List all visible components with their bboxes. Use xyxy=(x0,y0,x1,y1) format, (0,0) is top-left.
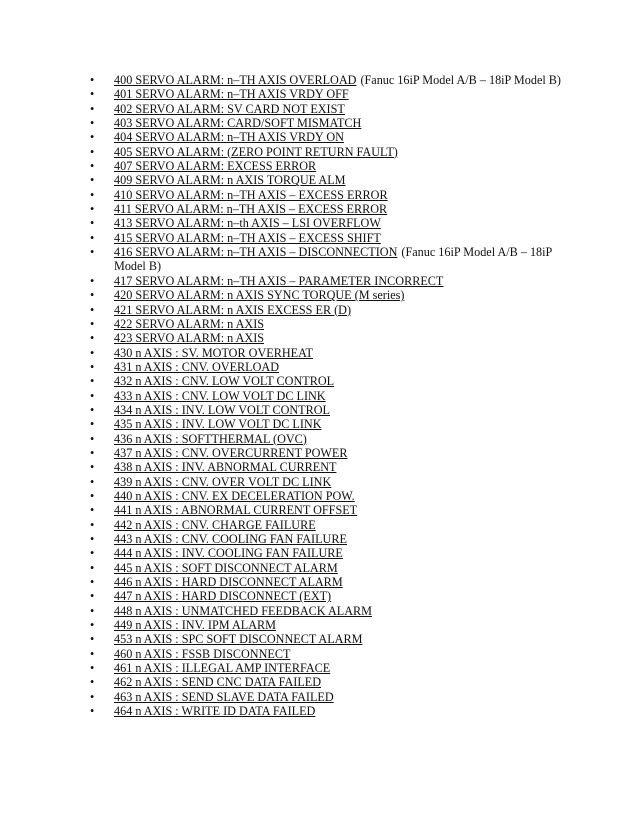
alarm-list-item xyxy=(90,188,580,202)
bullet-icon: • xyxy=(90,632,95,647)
bullet-icon: • xyxy=(90,503,95,518)
alarm-list-item xyxy=(90,245,580,274)
bullet-icon: • xyxy=(90,445,95,460)
alarm-note: (Fanuc 16iP Model A/B – 18iP Model B) xyxy=(114,245,552,274)
alarm-list-item xyxy=(90,589,580,603)
alarm-list-item xyxy=(90,173,580,187)
alarm-list-item xyxy=(90,647,580,661)
alarm-link[interactable]: 403 SERVO ALARM: CARD/SOFT MISMATCH xyxy=(114,116,362,131)
bullet-icon: • xyxy=(90,560,95,575)
bullet-icon: • xyxy=(90,87,95,102)
alarm-list-item xyxy=(90,632,580,646)
alarm-link[interactable]: 420 SERVO ALARM: n AXIS SYNC TORQUE (M series) xyxy=(114,288,405,303)
alarm-link[interactable]: 433 n AXIS : CNV. LOW VOLT DC LINK xyxy=(114,388,326,403)
alarm-link[interactable]: 441 n AXIS : ABNORMAL CURRENT OFFSET xyxy=(114,503,358,518)
alarm-link[interactable]: 432 n AXIS : CNV. LOW VOLT CONTROL xyxy=(114,374,335,389)
alarm-link[interactable]: 453 n AXIS : SPC SOFT DISCONNECT ALARM xyxy=(114,632,363,647)
bullet-icon: • xyxy=(90,144,95,159)
alarm-link[interactable]: 400 SERVO ALARM: n–TH AXIS OVERLOAD xyxy=(114,73,357,87)
alarm-list-item xyxy=(90,130,580,144)
alarm-link[interactable]: 415 SERVO ALARM: n–TH AXIS – EXCESS SHIFT xyxy=(114,230,381,245)
alarm-list-item xyxy=(90,489,580,503)
alarm-note: (Fanuc 16iP Model A/B – 18iP Model B) xyxy=(360,73,561,87)
alarm-link[interactable]: 405 SERVO ALARM: (ZERO POINT RETURN FAULT) xyxy=(114,144,398,159)
bullet-icon: • xyxy=(90,431,95,446)
alarm-link[interactable]: 437 n AXIS : CNV. OVERCURRENT POWER xyxy=(114,445,348,460)
alarm-link[interactable]: 434 n AXIS : INV. LOW VOLT CONTROL xyxy=(114,402,331,417)
alarm-list-item xyxy=(90,303,580,317)
alarm-list-item xyxy=(90,432,580,446)
bullet-icon: • xyxy=(90,173,95,188)
alarm-list-item xyxy=(90,274,580,288)
bullet-icon: • xyxy=(90,374,95,389)
alarm-list-item xyxy=(90,604,580,618)
alarm-list-item xyxy=(90,374,580,388)
alarm-link[interactable]: 404 SERVO ALARM: n–TH AXIS VRDY ON xyxy=(114,130,344,145)
alarm-link[interactable]: 460 n AXIS : FSSB DISCONNECT xyxy=(114,646,291,661)
alarm-list-item xyxy=(90,73,580,87)
alarm-link[interactable]: 423 SERVO ALARM: n AXIS xyxy=(114,331,265,346)
alarm-link[interactable]: 431 n AXIS : CNV. OVERLOAD xyxy=(114,359,279,374)
alarm-list-item xyxy=(90,389,580,403)
bullet-icon: • xyxy=(90,159,95,174)
bullet-icon: • xyxy=(90,575,95,590)
alarm-link[interactable]: 446 n AXIS : HARD DISCONNECT ALARM xyxy=(114,575,343,590)
alarm-list-item xyxy=(90,102,580,116)
alarm-list-item xyxy=(90,231,580,245)
alarm-link[interactable]: 440 n AXIS : CNV. EX DECELERATION POW. xyxy=(114,488,355,503)
alarm-link[interactable]: 407 SERVO ALARM: EXCESS ERROR xyxy=(114,159,317,174)
alarm-link[interactable]: 409 SERVO ALARM: n AXIS TORQUE ALM xyxy=(114,173,346,188)
bullet-icon: • xyxy=(90,675,95,690)
bullet-icon: • xyxy=(90,101,95,116)
bullet-icon: • xyxy=(90,331,95,346)
bullet-icon: • xyxy=(90,388,95,403)
alarm-list-item xyxy=(90,403,580,417)
alarm-list-item xyxy=(90,690,580,704)
alarm-link[interactable]: 463 n AXIS : SEND SLAVE DATA FAILED xyxy=(114,689,334,704)
bullet-icon: • xyxy=(90,618,95,633)
bullet-icon: • xyxy=(90,130,95,145)
alarm-link[interactable]: 417 SERVO ALARM: n–TH AXIS – PARAMETER INCORRECT xyxy=(114,273,444,288)
bullet-icon: • xyxy=(90,202,95,217)
alarm-list-item xyxy=(90,532,580,546)
alarm-link[interactable]: 462 n AXIS : SEND CNC DATA FAILED xyxy=(114,675,322,690)
alarm-link[interactable]: 402 SERVO ALARM: SV CARD NOT EXIST xyxy=(114,101,345,116)
bullet-icon: • xyxy=(90,302,95,317)
alarm-list-item xyxy=(90,360,580,374)
alarm-list-item xyxy=(90,546,580,560)
alarm-link[interactable]: 410 SERVO ALARM: n–TH AXIS – EXCESS ERROR xyxy=(114,187,388,202)
alarm-link[interactable]: 401 SERVO ALARM: n–TH AXIS VRDY OFF xyxy=(114,87,349,102)
alarm-list-item xyxy=(90,202,580,216)
alarm-list-item xyxy=(90,288,580,302)
bullet-icon: • xyxy=(90,345,95,360)
alarm-list-item xyxy=(90,417,580,431)
bullet-icon: • xyxy=(90,402,95,417)
alarm-list-item xyxy=(90,87,580,101)
bullet-icon: • xyxy=(90,689,95,704)
alarm-link[interactable]: 443 n AXIS : CNV. COOLING FAN FAILURE xyxy=(114,532,347,546)
alarm-list-item xyxy=(90,518,580,532)
alarm-link[interactable]: 447 n AXIS : HARD DISCONNECT (EXT) xyxy=(114,589,332,604)
bullet-icon: • xyxy=(90,288,95,303)
alarm-list-item xyxy=(90,618,580,632)
bullet-icon: • xyxy=(90,474,95,489)
alarm-link[interactable]: 430 n AXIS : SV. MOTOR OVERHEAT xyxy=(114,345,313,360)
bullet-icon: • xyxy=(90,661,95,676)
alarm-link[interactable]: 445 n AXIS : SOFT DISCONNECT ALARM xyxy=(114,560,338,575)
alarm-list-item xyxy=(90,346,580,360)
bullet-icon: • xyxy=(90,646,95,661)
bullet-icon: • xyxy=(90,589,95,604)
bullet-icon: • xyxy=(90,73,95,87)
alarm-link[interactable]: 438 n AXIS : INV. ABNORMAL CURRENT xyxy=(114,460,337,475)
alarm-list-item xyxy=(90,216,580,230)
bullet-icon: • xyxy=(90,116,95,131)
bullet-icon: • xyxy=(90,316,95,331)
alarm-list-item xyxy=(90,561,580,575)
alarm-list-item xyxy=(90,331,580,345)
bullet-icon: • xyxy=(90,546,95,561)
bullet-icon: • xyxy=(90,488,95,503)
alarm-list-item xyxy=(90,460,580,474)
bullet-icon: • xyxy=(90,460,95,475)
alarm-link[interactable]: 416 SERVO ALARM: n–TH AXIS – DISCONNECTION xyxy=(114,245,398,260)
alarm-list-item xyxy=(90,661,580,675)
bullet-icon: • xyxy=(90,417,95,432)
alarm-link[interactable]: 422 SERVO ALARM: n AXIS xyxy=(114,316,265,331)
alarm-list-item xyxy=(90,503,580,517)
alarm-link[interactable]: 435 n AXIS : INV. LOW VOLT DC LINK xyxy=(114,417,322,432)
alarm-list xyxy=(90,73,580,718)
alarm-link[interactable]: 449 n AXIS : INV. IPM ALARM xyxy=(114,618,276,633)
bullet-icon: • xyxy=(90,603,95,618)
alarm-link[interactable]: 413 SERVO ALARM: n–th AXIS – LSI OVERFLOW xyxy=(114,216,381,231)
bullet-icon: • xyxy=(90,216,95,231)
alarm-list-item xyxy=(90,575,580,589)
bullet-icon: • xyxy=(90,532,95,546)
alarm-list-item xyxy=(90,475,580,489)
bullet-icon: • xyxy=(90,273,95,288)
alarm-link[interactable]: 436 n AXIS : SOFTTHERMAL (OVC) xyxy=(114,431,307,446)
alarm-link[interactable]: 439 n AXIS : CNV. OVER VOLT DC LINK xyxy=(114,474,332,489)
alarm-link[interactable]: 442 n AXIS : CNV. CHARGE FAILURE xyxy=(114,517,316,532)
bullet-icon: • xyxy=(90,517,95,532)
alarm-list-item xyxy=(90,145,580,159)
alarm-link[interactable]: 464 n AXIS : WRITE ID DATA FAILED xyxy=(114,704,316,719)
bullet-icon: • xyxy=(90,359,95,374)
alarm-list-item xyxy=(90,159,580,173)
alarm-list-item xyxy=(90,675,580,689)
alarm-list-item xyxy=(90,116,580,130)
alarm-link[interactable]: 444 n AXIS : INV. COOLING FAN FAILURE xyxy=(114,546,343,561)
alarm-list-item xyxy=(90,446,580,460)
bullet-icon: • xyxy=(90,230,95,245)
alarm-link[interactable]: 421 SERVO ALARM: n AXIS EXCESS ER (D) xyxy=(114,302,352,317)
bullet-icon: • xyxy=(90,187,95,202)
alarm-list-item xyxy=(90,704,580,718)
bullet-icon: • xyxy=(90,704,95,719)
alarm-link[interactable]: 461 n AXIS : ILLEGAL AMP INTERFACE xyxy=(114,661,331,676)
alarm-link[interactable]: 411 SERVO ALARM: n–TH AXIS – EXCESS ERROR xyxy=(114,202,388,217)
bullet-icon: • xyxy=(90,245,95,260)
alarm-link[interactable]: 448 n AXIS : UNMATCHED FEEDBACK ALARM xyxy=(114,603,372,618)
alarm-list-item xyxy=(90,317,580,331)
